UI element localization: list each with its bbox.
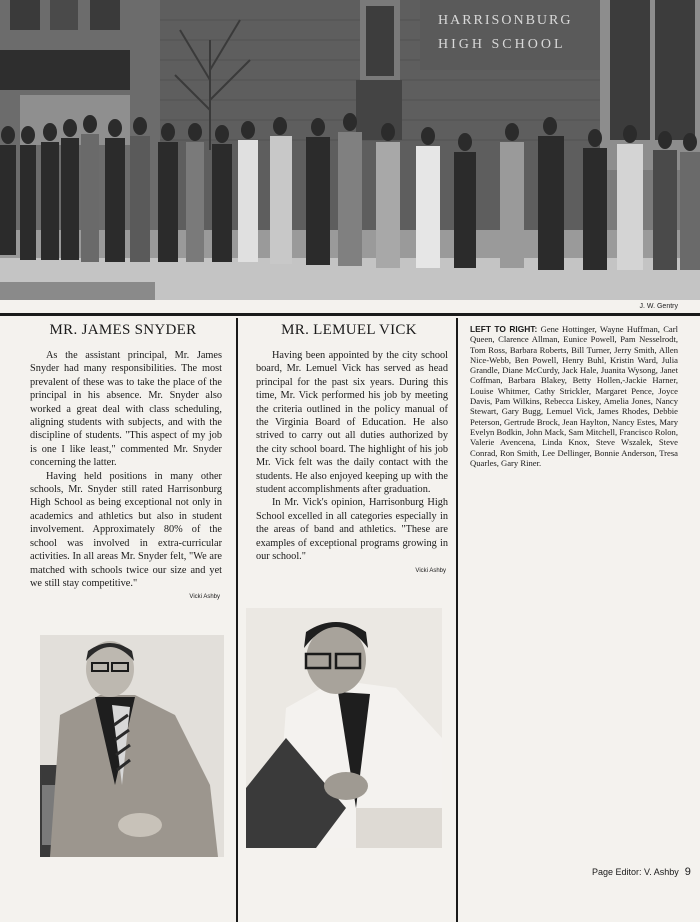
photo-credit: J. W. Gentry [639, 303, 678, 310]
vick-paragraph: Having been appointed by the city school board, Mr. Lemuel Vick has served as head principal for the past six years. During this time, Mr. Vick performed his job by meeting the criteria outlined in the policy manual of the Virginia Board of Education. He also strived to carry out all duties authorized by the city school board. The highlight of his job Mr. Vick felt was the daily contact with the students. He also enjoyed keeping up with the student accomplishments after graduation. [256, 350, 448, 496]
page-number: 9 [684, 866, 691, 878]
snyder-article [14, 349, 232, 590]
snyder-paragraph: As the assistant principal, Mr. James Snyder had many responsibilities. The most prevalent of these was to take the place of the principal in his absence. Mr. Snyder also worked a great deal with class scheduling, aligning students with subjects, and with the discipline of students. "This aspect of my job is one I like least," commented Mr. Snyder concerning the latter. [30, 350, 222, 469]
snyder-portrait [40, 635, 224, 857]
vick-portrait [246, 608, 442, 848]
top-rule [0, 313, 700, 316]
snyder-byline: Vicki Ashby [189, 594, 220, 601]
faculty-group-photo [0, 0, 700, 300]
snyder-paragraph: Having held positions in many other schools, Mr. Snyder still rated Harrisonburg High School as being exceptional not only in academics and athletics but also in student involvement. Approximately 80% of the school was involved in extra-curricular activities. In all areas Mr. Snyder felt, "We are matched with schools twice our size and yet we still stay competitive." [30, 470, 222, 589]
school-sign-line1: HARRISONBURG [438, 13, 573, 28]
snyder-heading: MR. JAMES SNYDER [49, 322, 197, 338]
vick-byline: Vicki Ashby [415, 567, 446, 574]
school-sign-line2: HIGH SCHOOL [438, 37, 566, 52]
page-footer [592, 866, 691, 878]
photo-caption [460, 318, 690, 468]
vick-article [240, 349, 458, 564]
vick-paragraph: In Mr. Vick's opinion, Harrisonburg High School excelled in all categories especially in the areas of band and athletics. "These are examples of exceptional programs growing in our school." [256, 497, 448, 563]
caption-column [456, 318, 690, 922]
page-editor: Page Editor: V. Ashby [592, 867, 679, 877]
caption-lead: LEFT TO RIGHT: [470, 324, 538, 334]
vick-heading: MR. LEMUEL VICK [281, 322, 417, 338]
caption-names: Gene Hottinger, Wayne Huffman, Carl Queen, Clarence Allman, Eunice Powell, Pam Nesselrodt, Tom Ross, Barbara Roberts, Bill Turner, Jerry Smith, Allen Nice-Webb, Ben Powell, Henry Buhl, Kristin Ward, Julia Grandle, Diane McCurdy, Jack Hale, Juanita Wysong, Janet Coffman, Barbara Blakey, Betty Hollen,-Jackie Harner, Louise Whitmer, Cathy Strickler, Margaret Pence, Joyce Davis, Pam Wilkins, Rebecca Liskey, Amelia Jones, Nancy Stewart, Gary Bugg, Lemuel Vick, James Rhodes, Debbie Peterson, Gertrude Brock, Jean Haylton, Nancy Estes, Mary Evelyn Bodkin, John Mack, Sam Mitchell, Francisco Rolon, Valerie Avencena, Linda Knox, Steve Wszalek, Steve Conrad, Ron Smith, Lee Dellinger, Bonnie Anderson, Tresa Quarles, Gary Riner. [470, 324, 678, 468]
